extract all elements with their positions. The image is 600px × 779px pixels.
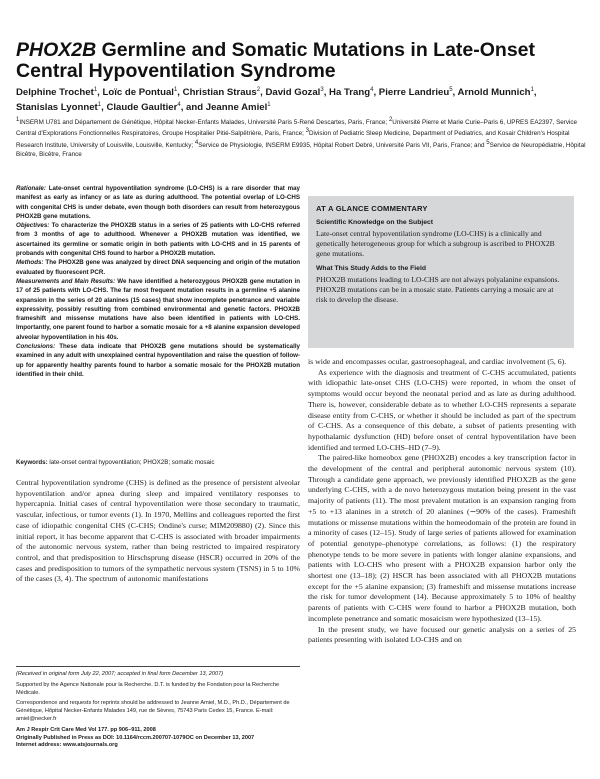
glance-text-knowledge: Late-onset central hypoventilation syndrome (LO-CHS) is a clinically and genetically heterogeneous group for which a subgroup is ascribed to PHOX2B gene mutations. <box>316 229 555 258</box>
results-text: We have identified a heterozygous PHOX2B gene mutation in 17 of 25 patients with LO-CHS. The far most frequent mutation results in a germline +5 alanine expansion in the series of 20 alanines (15 cases) that show incomplete penetrance and variable expressivity, possibly resulting from combined environmental and genetic factors. PHOX2B frameshift and missense mutations have also been identified in patients with LO-CHS. Importantly, one parent found to harbor a somatic mosaic for a +8 alanine expansion developed alveolar hypoventilation in his 40s. <box>16 277 300 341</box>
glance-text-adds: PHOX2B mutations leading to LO-CHS are not always polyalanine expansions. PHOX2B mutations can be in a mosaic state. Patients carrying a mosaic are at risk to develop the disease. <box>316 275 560 304</box>
journal-citation: Am J Respir Crit Care Med Vol 177. pp 906–911, 2008 <box>16 726 156 733</box>
objectives-text: To characterize the PHOX2B status in a series of 25 patients with LO-CHS referred from 3 months of age to adulthood. Whenever a PHOX2B mutation was identified, we ascertained its germline or somatic origin in both patients with LO-CHS and in 15 parents of probands with congenital CHS found to harbor a PHOX2B mutation. <box>16 222 300 258</box>
received-note: (Received in original form July 22, 2007; accepted in final form December 13, 2007) <box>16 671 224 677</box>
body-right-paragraph: is wide and encompasses ocular, gastroesophageal, and cardiac involvement (5, 6). <box>308 357 567 366</box>
glance-heading: AT A GLANCE COMMENTARY <box>316 204 428 213</box>
keywords-text: late-onset central hypoventilation; PHOX2B; somatic mosaic <box>47 459 215 466</box>
affiliation-text: Université Pierre et Marie Curie–Paris 6, UPRES EA2397, Service Central d'Explorations Fonctionnelles Respiratoires, Groupe Hospitalier Pitié-Salpêtrière, Paris, France; <box>16 119 578 138</box>
keywords-label: Keywords: <box>16 459 48 466</box>
conclusions-text: These data indicate that PHOX2B gene mutations should be systematically examined in any adult with unexplained central hypoventilation and raise the question of follow-up for apparently healthy parents found to harbor a somatic mosaic for the PHOX2B mutation identified in their child. <box>16 343 300 378</box>
body-left-column <box>16 478 300 585</box>
at-a-glance-box <box>308 196 574 348</box>
author-name: Stanislas Lyonnet <box>16 102 98 114</box>
article-title <box>16 40 586 82</box>
doi-note: Originally Published in Press as DOI: 10.1164/rccm.200707-1079OC on December 13, 2007 <box>16 734 255 741</box>
methods-text: The PHOX2B gene was analyzed by direct DNA sequencing and origin of the mutation evaluated by fluorescent PCR. <box>16 259 300 276</box>
affiliation-text: INSERM U781 and Département de Génétique, Hôpital Necker-Enfants Malades, Université Paris 5-René Descartes, Paris, France; <box>19 119 389 127</box>
author-name: Pierre Landrieu <box>378 87 450 99</box>
author-list: Delphine Trochet$^1$, Loïc de Pontual$^1$, Christian Straus$^2$, David Gozal$^3$, Ha Trang$^4$, Pierre Landrieu$^5$, Arnold Munnich$^1$, Stanislas Lyonnet$^1$, Claude Gaultier$^4$, and Jeanne Amiel$^1$ <box>16 87 537 114</box>
internet-address: Internet address: www.atsjournals.org <box>16 742 118 749</box>
keywords <box>16 458 300 467</box>
author-affiliation-marker: 1 <box>173 87 178 93</box>
body-right-paragraph: The paired-like homeobox gene (PHOX2B) encodes a key transcription factor in the development of the central and peripheral autonomic nervous system (10). Through a candidate gene approach, we previously identified PHOX2B as the gene underlying C-CHS, with a de novo heterozygous mutation being present in the vast majority of patients (11). The most prevalent mutation is an expansion ranging from +5 to +13 alanines in a stretch of 20 alanines (∼90% of the cases). Frameshift mutations or missense mutations within the homeodomain of the protein are found in a minority of cases (12–15). Study of large series of patients allowed for examination of potential genotype–phenotype correlations, as follows: (1) the respiratory phenotype tends to be more severe in patients with longer alanine expansions, and patients with LO-CHS who present with a PHOX2B expansion harbor only the shortest one (13–18); (2) HSCR has been associated with all PHOX2B mutations except for the +5 alanine expansion; (3) frameshift and missense mutations increase the risk for tumor development (14). Because approximately 5 to 10% of healthy parents of patients with C-CHS were found to harbor a PHOX2B mutation, both incomplete penetrance and somatic mosaicism were hypothesized (13–15). <box>308 453 576 623</box>
affiliation-text: Service de Physiologie, INSERM E9935, Hôpital Robert Debré, Université Paris VII, Paris, France; and <box>198 141 487 149</box>
body-right-paragraph: In the present study, we have focused our genetic analysis on a series of 25 patients presenting with isolated LO-CHS and on <box>308 624 576 645</box>
support-note: Supported by the Agence Nationale pour la Recherche. D.T. is funded by the Fondation pour la Recherche Médicale. <box>16 681 280 696</box>
author-name: Ha Trang <box>329 87 371 99</box>
author-affiliation-marker: 4 <box>177 102 181 109</box>
author-affiliation-marker: 1 <box>530 87 534 93</box>
author-name: Christian Straus <box>182 87 257 99</box>
author-name: Jeanne Amiel <box>205 102 268 114</box>
correspondence-note: Correspondence and requests for reprints should be addressed to Jeanne Amiel, M.D., Ph.D., Département de Génétique, Hôpital Necker-Enfants Malades 149, rue de Sèvres, 75743 Paris Cedex 15, France. E-mail: amiel@necker.fr <box>16 700 290 722</box>
affiliation-text: Division of Pediatric Sleep Medicine, Department of Pediatrics, and Kosair Children's Hospital Research Institute, University of Louisville, Louisville, Kentucky; <box>16 130 570 149</box>
glance-subheading-knowledge: Scientific Knowledge on the Subject <box>316 219 434 226</box>
body-right-paragraph: As experience with the diagnosis and treatment of C-CHS accumulated, patients with idiopathic late-onset CHS (LO-CHS) were reported, in whom the onset of symptoms would occur beyond the neonatal period and as late as during adulthood. There is, however, considerable debate as to whether LO-CHS represents a separate disease entity from C-CHS, or whether it should be included as part of the spectrum of C-CHS. As a consequence of this debate, a subset of patients presenting with hypothalamic dysfunction (HD) before onset of central hypoventilation have been identified and termed LO-CHS–HD (7–9). <box>308 367 576 452</box>
title-rest: Germline and Somatic Mutations in Late-Onset Central Hypoventilation Syndrome <box>16 39 536 82</box>
author-name: Arnold Munnich <box>457 87 531 99</box>
author-affiliation-marker: 1 <box>267 102 271 109</box>
body-left-paragraph: Central hypoventilation syndrome (CHS) is defined as the presence of persistent alveolar hypoventilation and/or apnea during sleep and impaired ventilatory responses to hypercapnia. Initial cases of central hypoventilation were those secondary to traumatic, vascular, infectious, or tumor events (1). In 1970, Mellins and colleagues reported the first case of idiopathic congenital CHS (C-CHS; Ondine's curse; MIM209880) (2). Since this initial report, it has become apparent that C-CHS is associated with broader impairments of the autonomic nervous system, rather than being restricted to impaired respiratory control, and that predisposition to Hirschsprung disease (HSCR) occurred in 20% of the cases and predisposition to tumors of the sympathetic nervous system (TSNS) in 5 to 10% of the cases (3, 4). The spectrum of autonomic manifestations <box>16 478 300 584</box>
affiliation-marker: 2 <box>388 117 393 123</box>
author-affiliation-marker: 4 <box>370 87 374 93</box>
author-name: Delphine Trochet <box>16 87 94 99</box>
conclusions-label: Conclusions: <box>16 343 56 351</box>
author-affiliation-marker: 3 <box>320 87 324 93</box>
author-name: Claude Gaultier <box>106 102 178 114</box>
objectives-label: Objectives: <box>16 222 50 230</box>
methods-label: Methods: <box>16 259 44 267</box>
footnote-divider <box>16 666 300 667</box>
abstract <box>16 184 300 379</box>
glance-subheading-adds: What This Study Adds to the Field <box>316 265 427 273</box>
affiliation-marker: 4 <box>194 139 199 146</box>
title-gene: PHOX2B <box>16 39 97 61</box>
affiliation-text: Service de Neuropédiatrie, Hôpital Bicêtre, Bicêtre, France <box>16 141 586 158</box>
author-affiliation-marker: 5 <box>449 87 453 93</box>
author-affiliation-marker: 1 <box>93 87 98 93</box>
author-name: Loïc de Pontual <box>102 87 174 99</box>
rationale-label: Rationale: <box>16 185 46 192</box>
affiliations <box>16 116 586 159</box>
rationale-text: Late-onset central hypoventilation syndrome (LO-CHS) is a rare disorder that may manifest as early as infancy or as late as during adulthood. The potential overlap of LO-CHS with congenital CHS is under debate, even though both disorders can result from heterozygous PHOX2B gene mutations. <box>16 185 300 220</box>
results-label: Measurements and Main Results: <box>16 277 116 285</box>
affiliation-marker: 5 <box>486 139 490 146</box>
author-affiliation-marker: 1 <box>97 102 102 109</box>
author-affiliation-marker: 2 <box>256 87 261 93</box>
author-name: David Gozal <box>265 87 321 99</box>
footnotes <box>16 671 300 750</box>
affiliation-marker: 3 <box>305 128 309 135</box>
affiliation-marker: 1 <box>16 117 20 123</box>
body-right-column <box>308 357 576 646</box>
